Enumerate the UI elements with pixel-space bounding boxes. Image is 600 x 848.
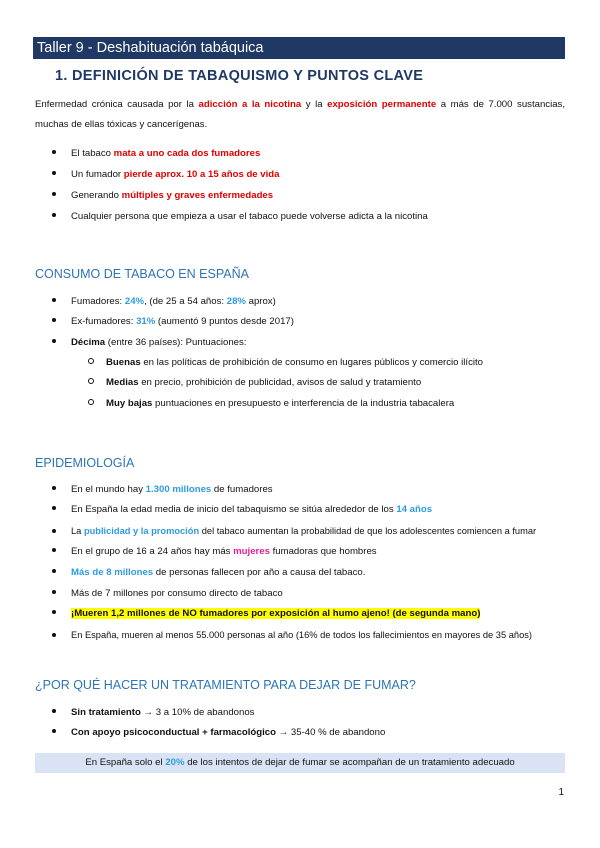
document-header bbox=[33, 37, 565, 59]
bullet-icon bbox=[52, 529, 56, 533]
list-item: Un fumador pierde aprox. 10 a 15 años de vida bbox=[52, 168, 280, 182]
page-number: 1 bbox=[558, 787, 564, 798]
list-item: Fumadores: 24%, (de 25 a 54 años: 28% aprox) bbox=[52, 295, 276, 309]
list-item: En el mundo hay 1.300 millones de fumadores bbox=[52, 483, 273, 497]
intro-paragraph: Enfermedad crónica causada por la adicción a la nicotina y la exposición permanente a más de 7.000 sustancias, muchas de ellas tóxicas y cancerígenas. bbox=[35, 99, 566, 130]
list-item: En España la edad media de inicio del tabaquismo se sitúa alrededor de los 14 años bbox=[52, 503, 432, 517]
list-item: Más de 8 millones de personas fallecen por año a causa del tabaco. bbox=[52, 566, 365, 580]
circle-bullet-icon bbox=[88, 378, 94, 384]
section-title-tratamiento: ¿POR QUÉ HACER UN TRATAMIENTO PARA DEJAR DE FUMAR? bbox=[35, 678, 416, 692]
list-item: La publicidad y la promoción del tabaco aumentan la probabilidad de que los adolescentes comiencen a fumar bbox=[52, 524, 536, 538]
bullet-icon bbox=[52, 709, 56, 713]
list-item: ¡Mueren 1,2 millones de NO fumadores por exposición al humo ajeno! (de segunda mano) bbox=[52, 607, 480, 621]
list-item: Más de 7 millones por consumo directo de tabaco bbox=[52, 587, 283, 601]
bullet-icon bbox=[52, 486, 56, 490]
document-title: Taller 9 - Deshabituación tabáquica bbox=[37, 40, 264, 56]
highlight-note: En España solo el 20% de los intentos de dejar de fumar se acompañan de un tratamiento adecuado bbox=[35, 753, 565, 773]
list-item: En el grupo de 16 a 24 años hay más mujeres fumadoras que hombres bbox=[52, 545, 377, 559]
section-title-epidemiologia: EPIDEMIOLOGÍA bbox=[35, 456, 135, 470]
bullet-icon bbox=[52, 171, 56, 175]
bullet-icon bbox=[52, 590, 56, 594]
list-item: Generando múltiples y graves enfermedades bbox=[52, 189, 273, 203]
section-title-consumo: CONSUMO DE TABACO EN ESPAÑA bbox=[35, 267, 249, 281]
list-item: Décima (entre 36 países): Puntuaciones: bbox=[52, 336, 246, 350]
bullet-icon bbox=[52, 192, 56, 196]
bullet-icon bbox=[52, 548, 56, 552]
bullet-icon bbox=[52, 729, 56, 733]
sub-list-item: Buenas en las políticas de prohibición de consumo en lugares públicos y comercio ilícito bbox=[88, 356, 483, 370]
bullet-icon bbox=[52, 298, 56, 302]
circle-bullet-icon bbox=[88, 399, 94, 405]
section-title-definicion: 1. DEFINICIÓN DE TABAQUISMO Y PUNTOS CLAVE bbox=[55, 68, 424, 84]
bullet-icon bbox=[52, 633, 56, 637]
list-item: Ex-fumadores: 31% (aumentó 9 puntos desde 2017) bbox=[52, 315, 294, 329]
bullet-icon bbox=[52, 506, 56, 510]
list-item: Con apoyo psicoconductual + farmacológico → 35-40 % de abandono bbox=[52, 726, 385, 740]
bullet-icon bbox=[52, 213, 56, 217]
list-item: En España, mueren al menos 55.000 personas al año (16% de todos los fallecimientos en mayores de 35 años) bbox=[52, 628, 532, 642]
bullet-icon bbox=[52, 339, 56, 343]
bullet-icon bbox=[52, 318, 56, 322]
list-item: Cualquier persona que empieza a usar el tabaco puede volverse adicta a la nicotina bbox=[52, 210, 428, 224]
bullet-icon bbox=[52, 569, 56, 573]
sub-list-item: Muy bajas puntuaciones en presupuesto e interferencia de la industria tabacalera bbox=[88, 397, 454, 411]
circle-bullet-icon bbox=[88, 358, 94, 364]
sub-list-item: Medias en precio, prohibición de publicidad, avisos de salud y tratamiento bbox=[88, 376, 421, 390]
list-item: El tabaco mata a uno cada dos fumadores bbox=[52, 147, 260, 161]
bullet-icon bbox=[52, 610, 56, 614]
bullet-icon bbox=[52, 150, 56, 154]
list-item: Sin tratamiento → 3 a 10% de abandonos bbox=[52, 706, 254, 720]
